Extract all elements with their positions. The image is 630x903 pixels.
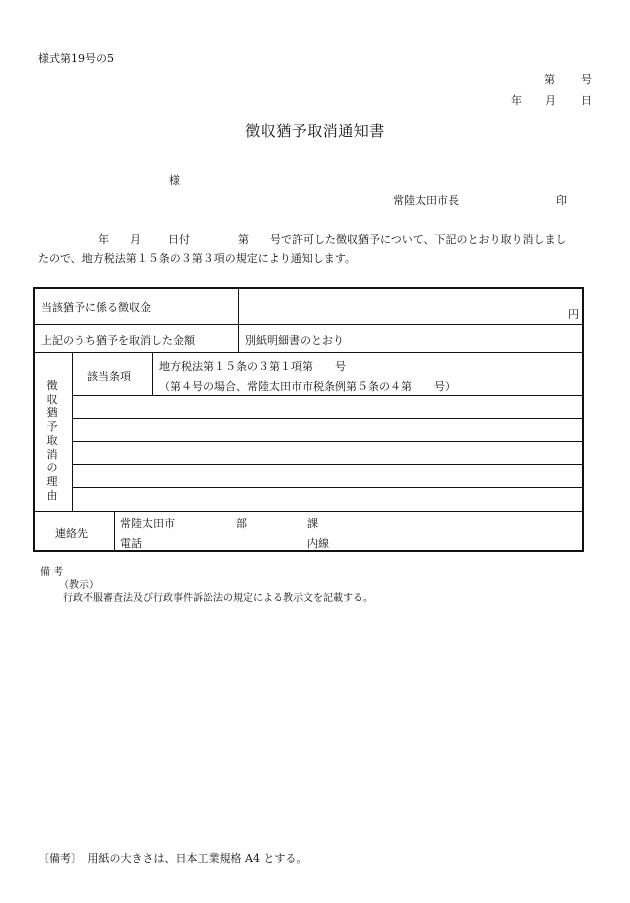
row-divider-2 (35, 352, 584, 353)
col-divider-clause (152, 352, 153, 395)
row-divider-1 (35, 324, 584, 325)
contact-city: 常陸太田市 (120, 517, 175, 530)
addressee-suffix: 様 (169, 174, 180, 187)
clause-line-2: （第４号の場合、常陸太田市市税条例第５条の４第 号） (159, 380, 456, 393)
row2-label: 上記のうち猶予を取消した金額 (41, 334, 195, 347)
date-year: 年 (511, 94, 522, 107)
contact-extension: 内線 (307, 537, 329, 550)
reason-line-4 (72, 464, 584, 465)
date-day: 日 (581, 94, 592, 107)
body-month: 月 (130, 233, 141, 246)
form-number: 様式第19号の5 (38, 52, 114, 65)
body-line1-rest: 号で許可した徴収猶予について、下記のとおり取り消しまし (270, 233, 567, 246)
row2-value: 別紙明細書のとおり (245, 334, 344, 347)
contact-phone: 電話 (120, 537, 142, 550)
issuer-name: 常陸太田市長 (393, 194, 459, 207)
reason-line-1 (72, 395, 584, 396)
row-divider-3 (35, 511, 584, 512)
contact-section: 課 (307, 517, 318, 530)
date-month: 月 (545, 94, 556, 107)
seal-mark: 印 (556, 194, 567, 207)
reason-line-2 (72, 418, 584, 419)
body-line-2: たので、地方税法第１５条の３第３項の規定により通知します。 (38, 252, 356, 265)
document-title: 徴収猶予取消通知書 (245, 122, 385, 140)
clause-line-1: 地方税法第１５条の３第１項第 号 (159, 360, 346, 373)
col-divider-contact (114, 511, 115, 552)
clause-label: 該当条項 (87, 370, 131, 383)
row1-label: 当該猶予に係る徴収金 (41, 301, 151, 314)
revocation-form-table (33, 287, 584, 552)
contact-department: 部 (236, 517, 247, 530)
body-year: 年 (98, 233, 109, 246)
reason-line-5 (72, 487, 584, 488)
body-date-suffix: 日付 (168, 233, 190, 246)
number-suffix: 号 (581, 73, 592, 86)
contact-label: 連絡先 (55, 527, 88, 540)
reason-vertical-label: 徴 収 猶 予 取 消 の 理 由 (46, 379, 58, 502)
notes-label: 備 考 (40, 567, 64, 578)
reason-line-3 (72, 441, 584, 442)
row1-unit: 円 (568, 308, 579, 321)
notes-kyoji: （教示） (59, 580, 99, 591)
notes-kyoji-text: 行政不服審査法及び行政事件訴訟法の規定による教示文を記載する。 (63, 593, 373, 604)
col-divider-reason (72, 352, 73, 511)
footer-note: 〔備考〕 用紙の大きさは、日本工業規格 A4 とする。 (38, 852, 308, 865)
number-prefix: 第 (544, 73, 555, 86)
col-divider-top (238, 289, 239, 352)
body-number-prefix: 第 (238, 233, 249, 246)
